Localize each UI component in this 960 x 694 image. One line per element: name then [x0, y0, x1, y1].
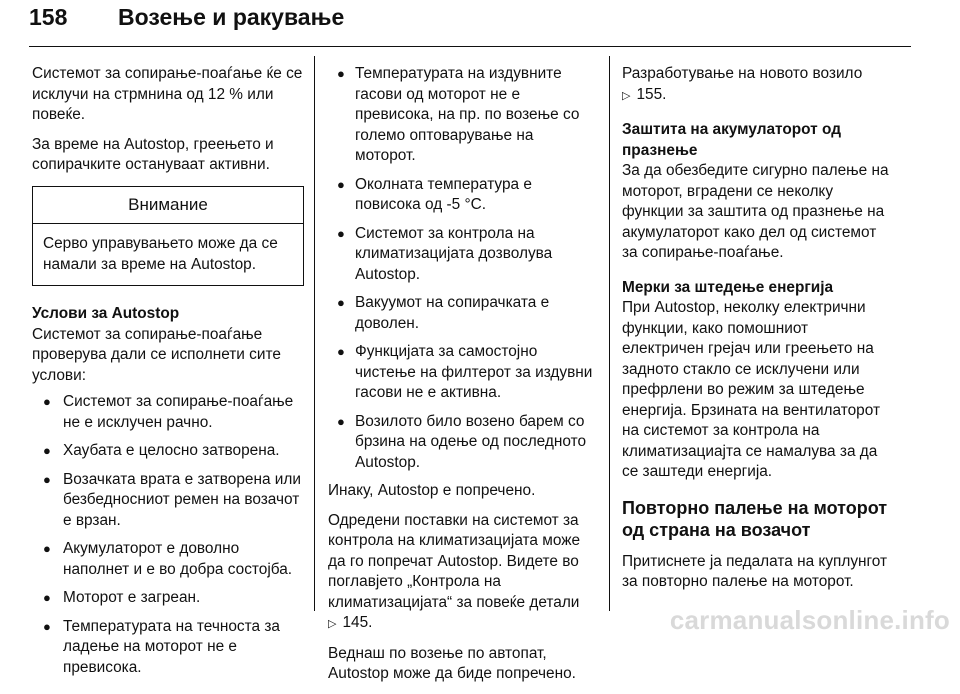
list-item — [328, 342, 596, 404]
section-heading: Мерки за штедење енергија — [622, 278, 834, 296]
section-heading: Услови за Autostop — [32, 305, 180, 322]
list-item-text: Возилото било возено барем со брзина на одење од последното Autostop. — [355, 412, 587, 471]
column-left — [32, 64, 304, 686]
page-reference[interactable] — [622, 86, 666, 103]
page-number: 158 — [29, 4, 68, 30]
bullet-icon: ● — [43, 394, 51, 409]
bullet-icon: ● — [337, 176, 345, 192]
paragraph: Системот за сопирање-поаѓање проверува дали се исполнети сите услови: — [32, 325, 281, 384]
bullet-icon: ● — [337, 295, 345, 310]
bullet-icon: ● — [43, 590, 51, 605]
list-item-text: Температурата на течноста за ладење на моторот не е превисока. — [63, 617, 280, 676]
paragraph — [328, 511, 596, 635]
section-heading-large: Повторно палење на моторот од страна на возачот — [622, 497, 888, 540]
conditions-list — [32, 392, 304, 678]
notice-box — [32, 186, 304, 287]
list-item — [32, 392, 304, 433]
column-right — [622, 64, 892, 602]
chapter-title: Возење и ракување — [118, 4, 345, 30]
page-reference-number: 155. — [636, 85, 667, 103]
list-item — [32, 588, 304, 609]
paragraph-text: Разработување на новото возило — [622, 65, 863, 82]
list-item-text: Температурата на издувните гасови од моторот не е превисока, на пр. по возење со големо оптоварување на моторот. — [355, 65, 580, 164]
page-reference[interactable] — [328, 614, 372, 631]
list-item-text: Акумулаторот е доволно наполнет и е во добра состојба. — [63, 540, 293, 578]
bullet-icon: ● — [337, 344, 345, 359]
column-divider — [314, 56, 315, 611]
paragraph — [622, 64, 892, 106]
list-item-text: Возачката врата е затворена или безбедносниот ремен на возачот е врзан. — [63, 470, 301, 529]
reference-arrow-icon: ▷ — [622, 89, 631, 102]
paragraph: При Autostop, неколку електрични функции, како помошниот електричен грејач или греењето на задното стакло се исклучени или префрлени во режим за штедење енергија. Брзината на вентилаторот на системот за контрола на климатизациајта се намалува за да се заштеди енергија. — [622, 299, 881, 480]
bullet-icon: ● — [337, 66, 345, 81]
paragraph: Системот за сопирање-поаѓање ќе се исклучи на стрмнина од 12 % или повеќе. — [32, 65, 303, 123]
list-item-text: Системот за сопирање-поаѓање не е исклучен рачно. — [63, 393, 294, 431]
page-header — [29, 2, 911, 47]
conditions-list-continued — [328, 64, 596, 473]
list-item — [328, 224, 596, 286]
reference-arrow-icon: ▷ — [328, 618, 337, 630]
list-item — [32, 441, 304, 462]
list-item-text: Хаубата е целосно затворена. — [63, 442, 280, 459]
bullet-icon: ● — [337, 225, 345, 241]
page-reference-number: 145. — [342, 614, 373, 631]
column-middle — [328, 64, 596, 694]
paragraph: За време на Autostop, греењето и сопирачките остануваат активни. — [32, 135, 274, 173]
bullet-icon: ● — [43, 443, 51, 458]
list-item-text: Системот за контрола на климатизацијата дозволува Autostop. — [355, 224, 553, 283]
list-item — [328, 64, 596, 167]
list-item-text: Вакуумот на сопирачката е доволен. — [355, 294, 550, 332]
list-item — [32, 539, 304, 580]
notice-title: Внимание — [33, 187, 303, 225]
section-heading: Заштита на акумулаторот од празнење — [622, 121, 841, 159]
list-item-text: Моторот е загреан. — [63, 589, 201, 606]
paragraph: Притиснете ја педалата на куплунгот за повторно палење на моторот. — [622, 552, 888, 590]
notice-body: Серво управувањето може да се намали за време на Autostop. — [43, 235, 278, 273]
bullet-icon: ● — [43, 618, 51, 634]
list-item — [32, 470, 304, 532]
list-item-text: Функцијата за самостојно чистење на филтерот за издувни гасови не е активна. — [355, 343, 593, 401]
paragraph-text: Одредени поставки на системот за контрола на климатизацијата може да го попречат Autostop. Видете во поглавјето „Контрола на климатизацијата“ за повеќе детали — [328, 511, 581, 611]
column-divider — [609, 56, 610, 611]
list-item — [328, 175, 596, 216]
paragraph: Инаку, Autostop е попречено. — [328, 482, 536, 499]
paragraph: За да обезбедите сигурно палење на моторот, вградени се неколку функции за заштита од празнење на акумулаторот како дел од системот за сопирање-поаѓање. — [622, 162, 889, 261]
list-item — [32, 617, 304, 679]
paragraph: Веднаш по возење по автопат, Autostop може да биде попречено. — [328, 644, 576, 682]
bullet-icon: ● — [43, 471, 51, 487]
list-item — [328, 412, 596, 474]
list-item-text: Околната температура е повисока од -5 °C. — [355, 175, 532, 213]
watermark: carmanualsonline.info — [669, 605, 950, 635]
bullet-icon: ● — [337, 413, 345, 429]
bullet-icon: ● — [43, 541, 51, 556]
list-item — [328, 293, 596, 334]
